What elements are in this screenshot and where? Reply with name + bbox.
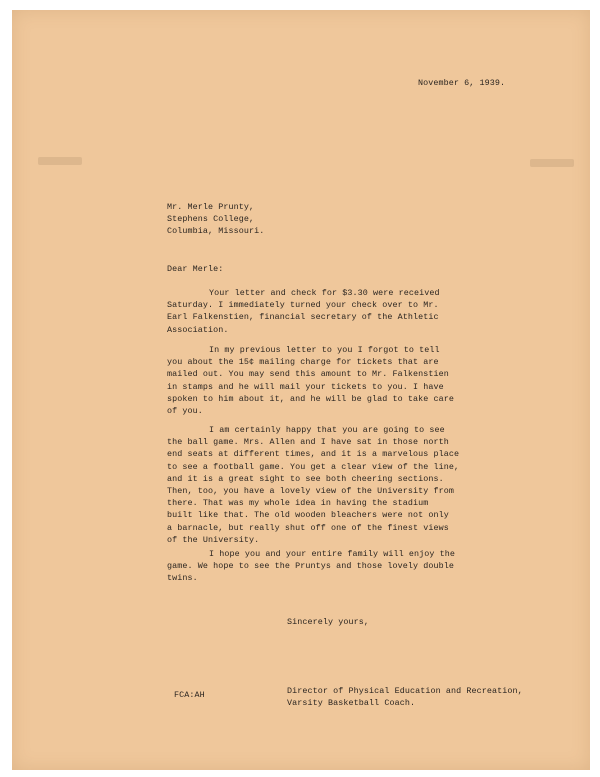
body-paragraph-3 — [167, 424, 459, 546]
body-line: to see a football game. You get a clear view of the line, — [167, 461, 460, 472]
body-line: in stamps and he will mail your tickets to you. I have — [167, 381, 444, 392]
body-line: Then, too, you have a lovely view of the University from — [167, 486, 455, 497]
body-line: end seats at different times, and it is a marvelous place — [167, 449, 460, 460]
body-line: built like that. The old wooden bleachers were not only — [167, 510, 449, 521]
body-line: twins. — [167, 573, 198, 584]
body-line: of you. — [167, 406, 203, 417]
body-line: spoken to him about it, and he will be glad to take care — [167, 393, 455, 404]
body-line: Your letter and check for $3.30 were received — [209, 288, 440, 298]
body-line: Association. — [167, 324, 229, 335]
letter-date: November 6, 1939. — [418, 78, 506, 88]
signature-line: Varsity Basketball Coach. — [287, 698, 416, 709]
body-line: of the University. — [167, 534, 260, 545]
recipient-line: Columbia, Missouri. — [167, 226, 265, 237]
body-line: you about the 15¢ mailing charge for tickets that are — [167, 357, 439, 368]
body-line: Earl Falkenstien, financial secretary of the Athletic — [167, 312, 439, 323]
body-line: there. That was my whole idea in having the stadium — [167, 498, 429, 509]
body-line: mailed out. You may send this amount to Mr. Falkenstien — [167, 369, 449, 380]
reference-initials: FCA:AH — [174, 690, 205, 700]
signature-block — [287, 685, 523, 709]
recipient-line: Stephens College, — [167, 214, 255, 225]
body-line: I am certainly happy that you are going to see — [209, 425, 445, 435]
body-line: a barnacle, but really shut off one of the finest views — [167, 522, 449, 533]
body-line: In my previous letter to you I forgot to tell — [209, 345, 440, 355]
body-line: and it is a great sight to see both cheering sections. — [167, 473, 444, 484]
signature-line: Director of Physical Education and Recreation, — [287, 686, 523, 696]
salutation: Dear Merle: — [167, 264, 224, 274]
body-paragraph-2 — [167, 344, 454, 417]
recipient-address — [167, 201, 264, 238]
closing: Sincerely yours, — [287, 617, 370, 627]
smudge-mark — [38, 157, 82, 165]
recipient-line: Mr. Merle Prunty, — [167, 202, 255, 212]
body-paragraph-4 — [167, 548, 455, 585]
body-paragraph-1 — [167, 287, 440, 336]
body-line: Saturday. I immediately turned your check over to Mr. — [167, 300, 439, 311]
smudge-mark — [530, 159, 574, 167]
body-line: I hope you and your entire family will enjoy the — [209, 549, 456, 559]
body-line: game. We hope to see the Pruntys and those lovely double — [167, 561, 455, 572]
body-line: the ball game. Mrs. Allen and I have sat in those north — [167, 437, 449, 448]
